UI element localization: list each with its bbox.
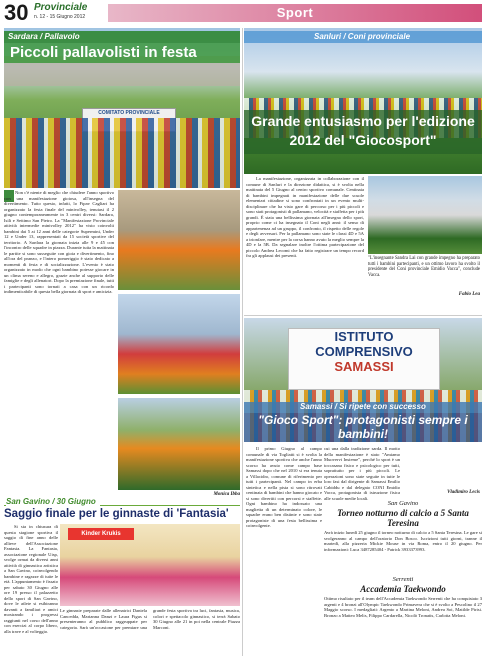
giocosport-author: Fabio Lea <box>458 292 480 297</box>
samassi-body-2: cui una dalla tradizione sarda. Il motto della manifestazione è stato "Amiamo Muovervi Insieme", perché lo sport è un toccasana fisico e psicologico per tutti, soprattutto per i più piccoli. Le operazioni sono state seguite in tutte le loro fasi dal dirigente di Samassi Emilio Cabiddu e dal delegato CONI Emidio Vacca, protagonista di istruzione fisica alle scuole medie locali. <box>324 446 400 501</box>
taekwondo-title: Accademia Taekwondo <box>360 584 446 594</box>
giocosport-photo-2 <box>368 176 482 254</box>
samassi-headline: "Gioco Sport": protagonisti sempre i bambini! <box>258 413 468 441</box>
ginnaste-headline: Saggio finale per le ginnaste di 'Fantasia' <box>4 508 229 520</box>
taekwondo-notice <box>324 576 482 656</box>
samassi-body: Il primo Giugno al campo comunale di via Togliatti si è svolta la manifestazione sportiva che anche l'anno scorso ha avuto come campo base Samassi dopo che nel 2010 si era tenuta a Villacidro, comune di riferimento per tutti i partecipanti. Nel campo in erba sintetica e nella pista si sono ritrovati centinaia di bambini che hanno giocato e si sono divertiti con percorsi e staffette. Ogni bambino ha indossato una maglietta di un determinato colore, le squadre erano ben distinte e sono state protagoniste di una festa bellissima e coinvolgente. <box>246 446 322 528</box>
volley-kicker-bar <box>4 31 240 43</box>
giocosport-body: La manifestazione, organizzata in collaborazione con il comune di Sanluri e la direzione didattica, si è svolta nella mattinata del 5 Giugno al centro sportivo comunale. Centinaia di bambini impegnati in manifestazione delle due scuole elementari cittadine si sono confrontati in un evento multi-disciplinare che ha visto gare di percorso per i più piccoli e sono stati protagonisti di pallamano, velocità e staffetta per i più grandi. È stata una bellissima giornata all'insegna dello sport, proprio come ci ha insegnato il Coni negli anni: il senso di appartenenza ad un gruppo, il confronto, il rispetto delle regole e degli avversari. Per la pallamano sono state le classi 4D e 5A a trionfare, mentre per la corsa hanno avuto la meglio sempre la 4D e la 5B. Da segnalare inoltre l'ottima partecipazione del piccolo Andrea Lecomi che ha fatto registrare un tempo record fra gli applausi dei presenti. <box>246 176 364 258</box>
issue-date: n. 12 - 15 Giugno 2012 <box>34 14 86 20</box>
samassi-author: Vladimiro Lecis <box>447 490 480 495</box>
samassi-headline-bar <box>244 413 482 442</box>
samassi-body-3 <box>402 446 480 492</box>
giocosport-headline: Grande entusiasmo per l'edizione 2012 del "Giocosport" <box>251 113 475 148</box>
volley-kicker: Sardara / Pallavolo <box>8 32 80 41</box>
ginnaste-body-2: Le ginnaste preparate dalle allenatrici Daniela Cancedda, Marianna Danzi e Laura Figus si presenteranno al pubblico raggruppate per categoria. Sarà un'occasione per premiare una grande festa sportiva tra luci, fantasia, musica, colori e spettacolo ginnastico, si terrà Sabato 30 Giugno alle 21 in poi nella centrale Piazza Marconi. <box>60 608 240 630</box>
volley-author: Monica Ibba <box>213 492 240 497</box>
calcio-body: Avrà inizio lunedì 25 giugno il torneo notturno di calcio a 5 Santa Teresina. Le gare si svolgeranno al campo dell'oratorio Don Bosco. Iscrizioni tutti giorni, tranne il martedì, alla pizzeria Mickie Mouse in via Roma, entro il 20 giugno. Per informazioni: Luca 3487285404 - Patrick 3933373993. <box>324 530 482 552</box>
section-bar <box>108 4 482 22</box>
giocosport-quote: "L'insegnante Sandra Lai con grande impegno ha preparato tutti i bambini partecipanti, e un ottimo lavoro ha svolto il presidente del Coni provinciale Emidio Vacca", conclude Vacca. <box>368 256 480 278</box>
volley-photo-2 <box>118 190 240 290</box>
ginnaste-banner: Kinder Krukis <box>68 528 134 540</box>
samassi-kicker: Samassi / Si ripete con successo <box>300 402 426 411</box>
giocosport-kicker-bar <box>244 31 482 43</box>
calcio-place: San Gavino <box>387 500 419 507</box>
volley-crowd <box>4 118 240 188</box>
publication-logo: Provinciale <box>34 2 88 13</box>
page-number: 30 <box>4 0 29 25</box>
calcio-notice <box>324 500 482 572</box>
ginnaste-kicker: San Gavino / 30 Giugno <box>6 497 100 507</box>
samassi-banner-line2: COMPRENSIVO <box>315 344 413 359</box>
samassi-banner-line3: SAMASSI <box>334 359 394 374</box>
volley-photo-4 <box>118 398 240 490</box>
volley-body: Non c'è niente di meglio che chiudere l'anno sportivo con una manifestazione gioiosa, all'insegna del divertimento. Tutto questo, infatti, lo Fipav Cagliari ha organizzato la festa finale del minivolley, tenutasi il 2 giugno contemporaneamente in 3 centri diversi: Sardara, Isili e Settimo San Pietro. La "Manifestazione Provinciale attività intermedie minivolley 2012" ha visto coinvolti bambini dai 5 ai 12 anni delle categorie Supermini, Under 12 e Under 13, rappresentati da 15 società sportive del territorio. A Sardara la giornata inizia alle 9 e 45 con l'incontro delle squadre in piazza. Durante tutta la mattinata le partite si sono susseguite con gioia e divertimento, fino all'ora del pranzo, e l'intero pomeriggio è stato dedicato a momenti di festa e di socializzazione. L'evento è stato organizzato in modo che ogni bambino potesse giocare in un clima sereno e allegro, grazie anche al supporto delle famiglie e degli allenatori. Dopo la premiazione finale, tutti i partecipanti sono tornati a casa con un ricordo indimenticabile di questa bella giornata di sport e amicizia. <box>4 190 114 294</box>
calcio-title: Torneo notturno di calcio a 5 Santa Teresina <box>337 508 469 528</box>
samassi-banner <box>288 328 440 390</box>
column-rule-2 <box>244 315 482 316</box>
volley-headline: Piccoli pallavolisti in festa <box>10 44 197 61</box>
volley-photo-3 <box>118 294 240 394</box>
volley-banner: COMITATO PROVINCIALE <box>82 108 176 132</box>
ginnaste-photo <box>60 524 240 606</box>
section-title: Sport <box>276 5 314 20</box>
column-rule-1 <box>242 28 243 656</box>
volley-headline-bar <box>4 43 240 63</box>
taekwondo-place: Serrenti <box>392 576 414 583</box>
taekwondo-body: Ottimo risultato per il team dell'Accademia Taekwondo Serrenti che ha conquistato 3 argenti e 4 bronzi all'Olympic Taekwondo Primavera che si è svolto a Pescolino il 27 Maggio scorso. I medagliati: Argento a Martina Meloni, Andrea Soi, Matilde Pirisi. Bronzo a Matteo Melis, Filippo Cardarella, Nicolò Tronatis, Carlotta Meloni. <box>324 596 482 618</box>
giocosport-kicker: Sanluri / Coni provinciale <box>314 32 411 41</box>
giocosport-headline-bar <box>244 110 482 154</box>
samassi-kicker-bar <box>244 402 482 413</box>
ginnaste-body: Si sta in chiusura di questa stagione sportiva il saggio di fine anno delle allieve dell'Associazione Fantasia. La Fantasia, associazione regionale Uisp, svolge ormai da diversi anni attività di ginnastica artistica a San Gavino, coinvolgendo bambine e ragazze di tutte le età. L'appuntamento è fissato per sabato 30 Giugno alle ore 19 presso il palazzetto dello sport di San Gavino, dove le atlete si esibiranno davanti a familiari e amici mostrando i progressi raggiunti nel corso dell'anno con esercizi al corpo libero, alla trave e al volteggio. <box>4 524 58 634</box>
samassi-banner-line1: ISTITUTO <box>334 329 394 344</box>
